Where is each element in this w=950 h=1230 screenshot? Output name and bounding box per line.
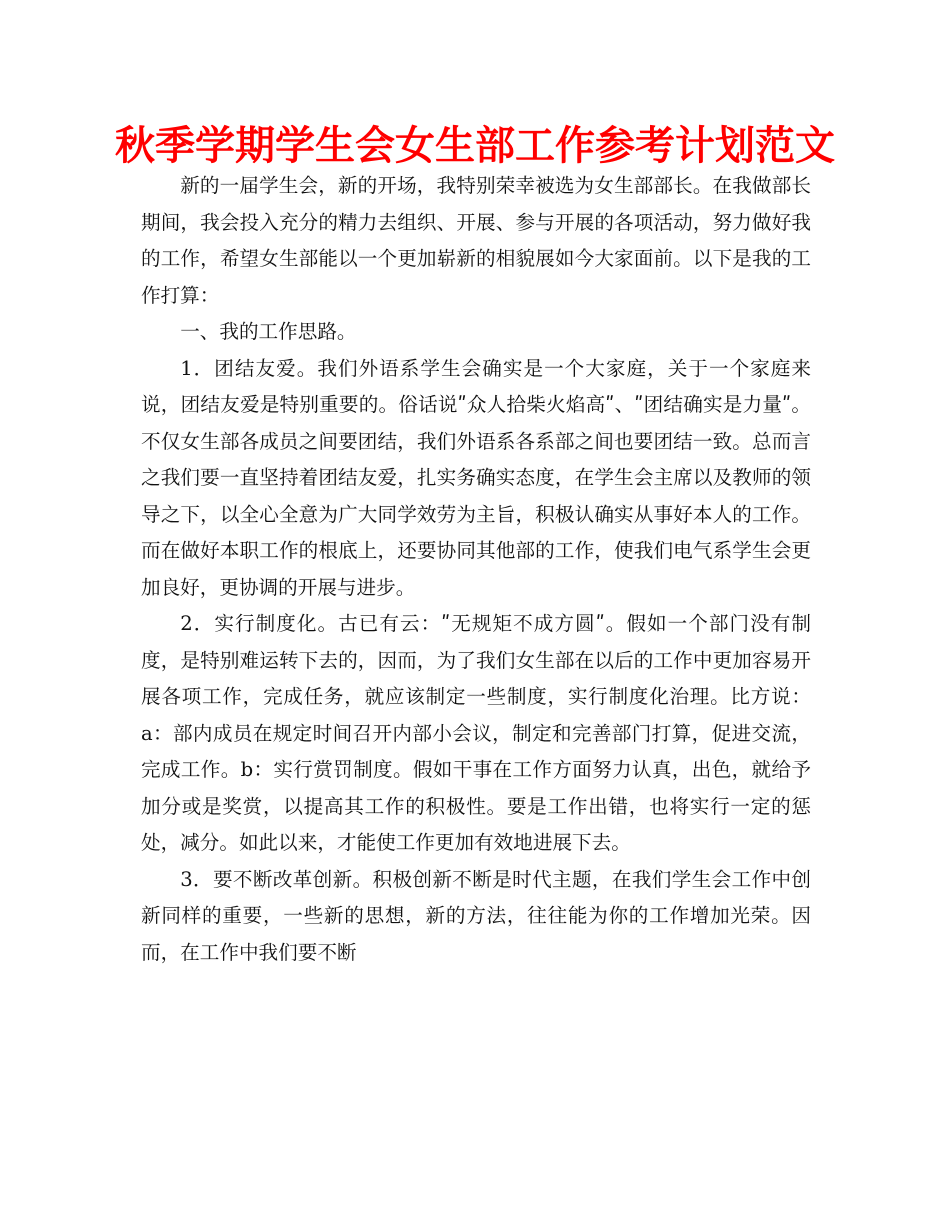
paragraph-institutionalize: 2．实行制度化。古已有云：ʺ无规矩不成方圆ʺ。假如一个部门没有制度，是特别难运转下去的，因而，为了我们女生部在以后的工作中更加容易开展各项工作，完成任务，就应该制定一些制度，实行制度化治理。比方说：a：部内成员在规定时间召开内部小会议，制定和完善部门打算，促进交流，完成工作。b：实行赏罚制度。假如干事在工作方面努力认真，出色，就给予加分或是奖赏，以提高其工作的积极性。要是工作出错，也将实行一定的惩处，减分。如此以来，才能使工作更加有效地进展下去。: [141, 612, 811, 854]
paragraph-intro: 新的一届学生会，新的开场，我特别荣幸被选为女生部部长。在我做部长期间，我会投入充分的精力去组织、开展、参与开展的各项活动，努力做好我的工作，希望女生部能以一个更加崭新的相貌展如今大家面前。以下是我的工作打算：: [141, 174, 811, 307]
paragraph-innovation: 3．要不断改革创新。积极创新不断是时代主题，在我们学生会工作中创新同样的重要，一些新的思想，新的方法，往往能为你的工作增加光荣。因而，在工作中我们要不断: [141, 867, 811, 964]
document-body: [141, 168, 811, 971]
paragraph-heading-thinking: 一、我的工作思路。: [180, 320, 357, 343]
document-title: 秋季学期学生会女生部工作参考计划范文: [115, 122, 835, 169]
paragraph-unity: 1．团结友爱。我们外语系学生会确实是一个大家庭，关于一个家庭来说，团结友爱是特别重要的。俗话说ʺ众人拾柴火焰高ʺ、ʺ团结确实是力量ʺ。不仅女生部各成员之间要团结，我们外语系各系部之间也要团结一致。总而言之我们要一直坚持着团结友爱，扎实务确实态度，在学生会主席以及教师的领导之下，以全心全意为广大同学效劳为主旨，积极认确实从事好本人的工作。而在做好本职工作的根底上，还要协同其他部的工作，使我们电气系学生会更加良好，更协调的开展与进步。: [141, 356, 811, 599]
